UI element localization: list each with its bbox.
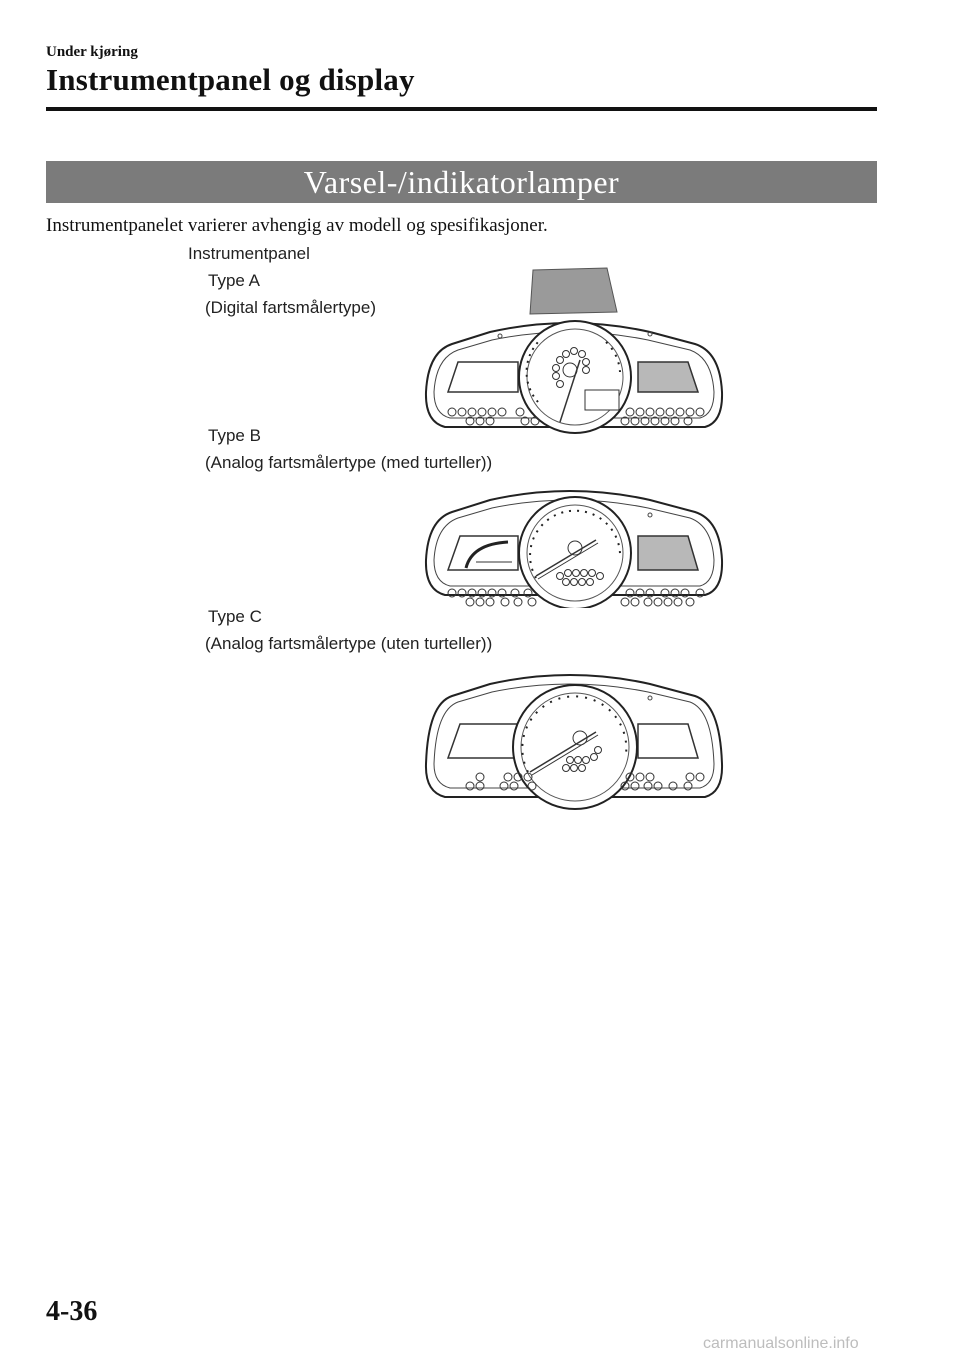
type-b-sublabel: (Analog fartsmålertype (med turteller))	[205, 453, 493, 472]
type-a-sublabel: (Digital fartsmålertype)	[205, 298, 376, 317]
figure-caption: Instrumentpanel	[188, 244, 310, 263]
instrument-cluster-type-a	[420, 262, 730, 444]
watermark: carmanualsonline.info	[703, 1335, 859, 1352]
section-label: Under kjøring	[46, 44, 138, 60]
section-banner	[46, 161, 877, 203]
type-c-label: Type C	[208, 607, 262, 626]
instrument-cluster-type-b	[420, 478, 730, 608]
type-a-label: Type A	[208, 271, 260, 290]
page-number: 4-36	[46, 1296, 98, 1327]
type-b-label: Type B	[208, 426, 261, 445]
instrument-cluster-type-c	[420, 662, 730, 812]
intro-text: Instrumentpanelet varierer avhengig av modell og spesifikasjoner.	[46, 215, 548, 236]
page-title: Instrumentpanel og display	[46, 62, 415, 97]
type-c-sublabel: (Analog fartsmålertype (uten turteller))	[205, 634, 493, 653]
title-rule	[46, 107, 877, 111]
banner-title: Varsel-/indikatorlamper	[303, 163, 620, 200]
